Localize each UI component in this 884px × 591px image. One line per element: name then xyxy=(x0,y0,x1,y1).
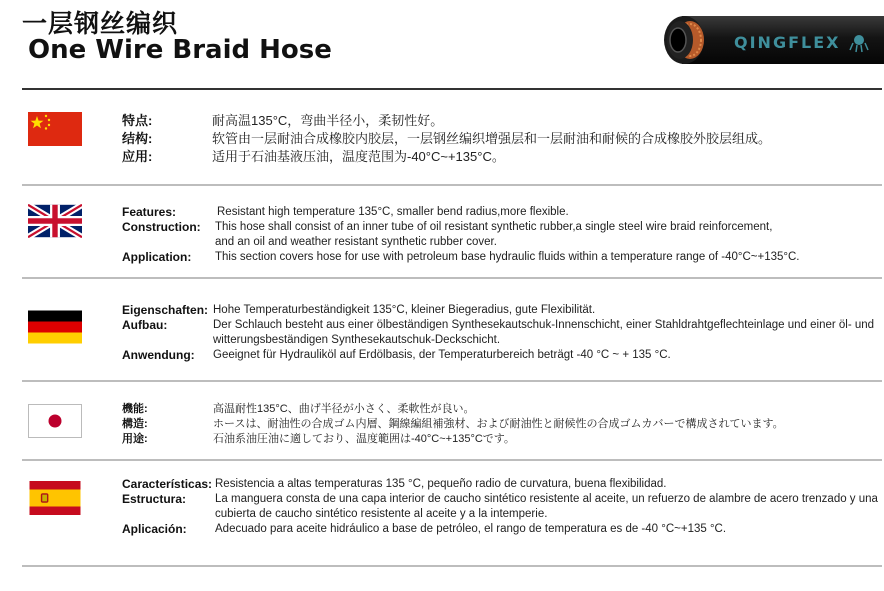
germany-flag-icon xyxy=(28,310,82,344)
section-chinese xyxy=(122,112,872,166)
page-title-chinese: 一层钢丝编织 xyxy=(22,9,179,38)
row-construction xyxy=(122,220,872,250)
label-application: Aplicación: xyxy=(122,522,187,536)
section-divider xyxy=(22,184,882,186)
row-construction xyxy=(122,318,875,348)
row-features xyxy=(122,112,872,130)
section-divider xyxy=(22,459,882,461)
brand-logo: QINGFLEX xyxy=(734,33,841,52)
japan-flag-icon xyxy=(28,404,82,438)
label-features: Eigenschaften: xyxy=(122,303,209,317)
section-german xyxy=(122,303,875,363)
value-construction-line2: and an oil and weather resistant synthetic rubber cover. xyxy=(215,236,497,248)
value-features: Resistencia a altas temperaturas 135 °C, pequeño radio de curvatura, buena flexibilidad. xyxy=(215,478,667,490)
row-construction xyxy=(122,417,872,432)
row-application xyxy=(122,250,872,265)
section-spanish xyxy=(122,477,878,537)
section-japanese xyxy=(122,402,872,447)
section-english xyxy=(122,205,872,265)
row-features xyxy=(122,205,872,220)
spain-flag-icon xyxy=(28,481,82,515)
value-features: Hohe Temperaturbeständigkeit 135°C, kleiner Biegeradius, gute Flexibilität. xyxy=(213,304,596,316)
china-flag-icon xyxy=(28,112,82,146)
header-divider xyxy=(22,88,882,90)
label-features: Características: xyxy=(122,477,213,491)
value-application: Geeignet für Hydrauliköl auf Erdölbasis, der Temperaturbereich beträgt -40 °C ~ + 135 °C. xyxy=(213,349,671,361)
label-construction: Aufbau: xyxy=(122,318,168,332)
label-construction: 構造: xyxy=(122,418,148,430)
label-construction: Estructura: xyxy=(122,492,187,506)
row-application xyxy=(122,348,872,363)
section-divider xyxy=(22,277,882,279)
value-application: 适用于石油基液压油，温度范围为-40°C~+135°C。 xyxy=(212,149,505,164)
label-application: 应用: xyxy=(122,149,153,164)
section-divider xyxy=(22,380,882,382)
value-construction-line1: This hose shall consist of an inner tube of oil resistant synthetic rubber,a single steel wire braid reinforcement, xyxy=(215,221,773,233)
uk-flag-icon xyxy=(28,204,82,238)
row-features xyxy=(122,303,872,318)
row-application xyxy=(122,522,872,537)
row-application xyxy=(122,148,872,166)
value-features: Resistant high temperature 135°C, smaller bend radius,more flexible. xyxy=(217,206,569,218)
value-construction-line2: witterungsbeständigen Synthesekautschuk-Deckschicht. xyxy=(213,334,501,346)
value-construction-line2: cubierta de caucho sintético resistente al aceite y a la intemperie. xyxy=(215,508,548,520)
page-title: One Wire Braid Hose xyxy=(28,35,332,65)
row-features xyxy=(122,477,872,492)
section-divider xyxy=(22,565,882,567)
value-construction: 软管由一层耐油合成橡胶内胶层，一层钢丝编织增强层和一层耐油和耐候的合成橡胶外胶层组成。 xyxy=(212,131,772,146)
label-application: Anwendung: xyxy=(122,348,195,362)
value-application: Adecuado para aceite hidráulico a base de petróleo, el rango de temperatura es de -40 °C~+135 °C. xyxy=(215,523,727,535)
value-application: This section covers hose for use with petroleum base hydraulic fluids within a temperature range of -40°C~+135°C. xyxy=(215,251,800,263)
value-construction: ホースは、耐油性の合成ゴム内層、鋼線編組補強材、および耐油性と耐候性の合成ゴムカバーで構成されています。 xyxy=(213,418,784,430)
label-application: Application: xyxy=(122,250,192,264)
row-application xyxy=(122,432,872,447)
label-construction: 结构: xyxy=(122,131,153,146)
value-construction-line1: La manguera consta de una capa interior de caucho sintético resistente al aceite, un refuerzo de alambre de acero trenzado y una xyxy=(215,493,878,505)
hose-product-image xyxy=(656,13,884,68)
value-application: 石油系油圧油に適しており、温度範囲は-40°C~+135°Cです。 xyxy=(213,433,515,445)
value-construction-line1: Der Schlauch besteht aus einer ölbeständigen Synthesekautschuk-Innenschicht, einer Stahldrahtgeflechteinlage und einer öl- und xyxy=(213,319,875,331)
row-features xyxy=(122,402,872,417)
label-features: Features: xyxy=(122,205,177,219)
value-features: 耐高温135°C，弯曲半径小，柔韧性好。 xyxy=(212,113,444,128)
label-construction: Construction: xyxy=(122,220,201,234)
label-features: 機能: xyxy=(122,403,148,415)
label-features: 特点: xyxy=(122,113,153,128)
label-application: 用途: xyxy=(122,433,148,445)
value-features: 高温耐性135°C、曲げ半径が小さく、柔軟性が良い。 xyxy=(213,403,475,415)
row-construction xyxy=(122,492,878,522)
row-construction xyxy=(122,130,872,148)
